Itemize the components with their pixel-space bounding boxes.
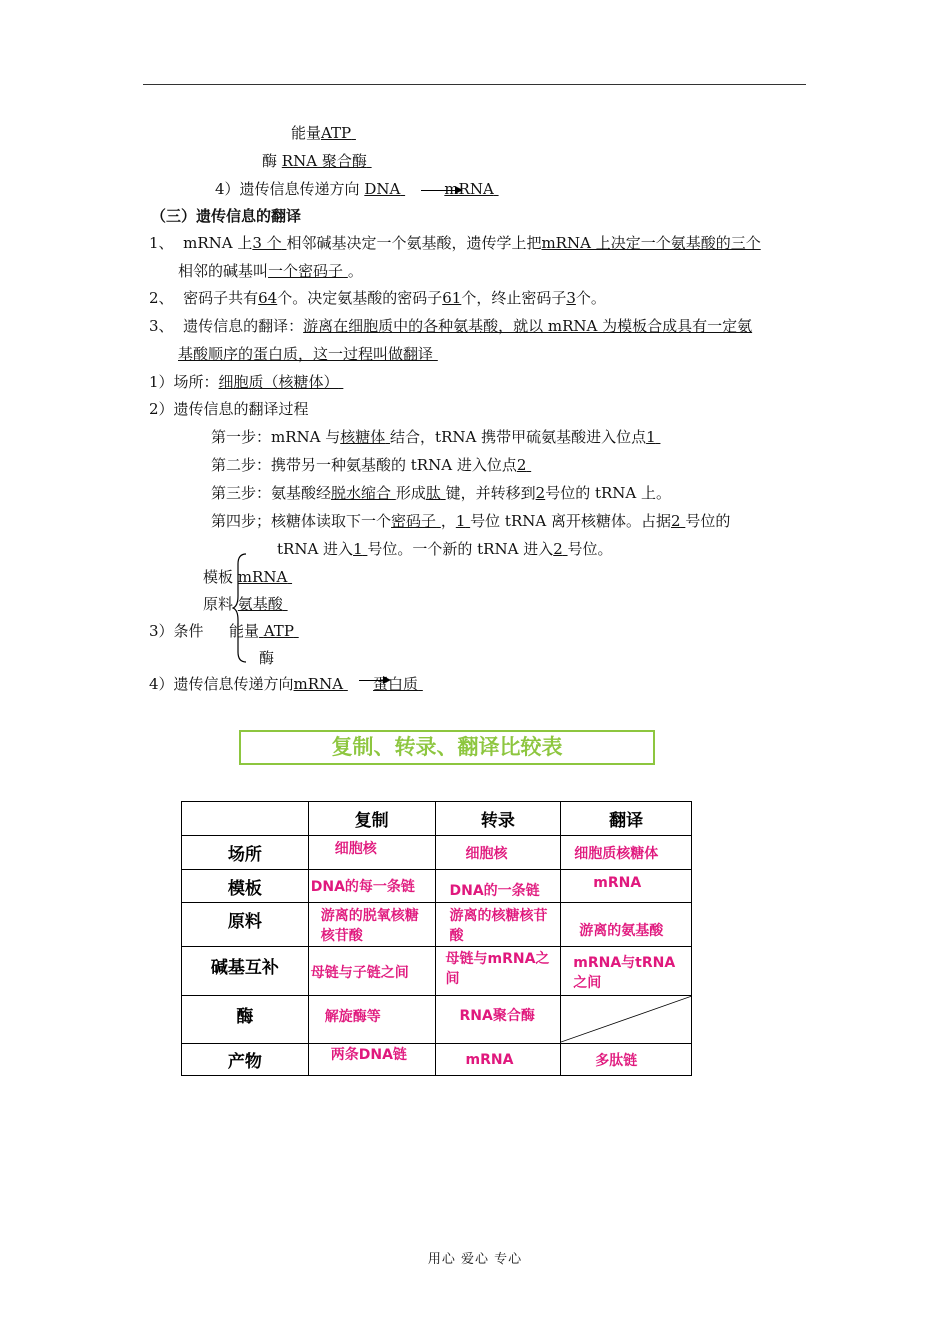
step-3: 第三步：氨基酸经脱水缩合 形成肽 键，并转移到2号位的 tRNA 上。 [211, 484, 672, 502]
item-3-line-2: 基酸顺序的蛋白质，这一过程叫做翻译 [178, 345, 434, 363]
direction-from: DNA [364, 180, 401, 198]
energy-label: 能量 [291, 124, 322, 142]
place-line: 1）场所：细胞质（核糖体） [149, 373, 339, 391]
table-row [182, 870, 692, 903]
table-row [182, 1044, 692, 1076]
process-label: 2）遗传信息的翻译过程 [149, 400, 309, 418]
row-label: 产物 [182, 1044, 309, 1076]
arrow-icon [359, 680, 389, 681]
table-cell: 游离的脱氧核糖核苷酸 [308, 903, 435, 947]
table-cell: DNA的每一条链 [308, 870, 435, 903]
material-line: 原料 氨基酸 [203, 595, 283, 613]
item-2: 2、 密码子共有64个。决定氨基酸的密码子61个，终止密码子3个。 [149, 289, 606, 307]
table-cell: 解旋酶等 [308, 996, 435, 1044]
item-1-line-1: 1、 mRNA 上3 个 相邻碱基决定一个氨基酸，遗传学上把mRNA 上决定一个氨基酸的三个 [149, 234, 761, 252]
enzyme-value: RNA 聚合酶 [281, 152, 367, 170]
table-cell-empty [561, 996, 692, 1044]
table-cell: 游离的核糖核苷酸 [435, 903, 561, 947]
header-transcription: 转录 [435, 802, 561, 836]
table-row [182, 836, 692, 870]
page-footer: 用心 爱心 专心 [427, 1252, 523, 1267]
header-replication: 复制 [308, 802, 435, 836]
table-cell: 游离的氨基酸 [561, 903, 692, 947]
table-cell: mRNA [561, 870, 692, 903]
condition-energy: 能量 ATP [229, 622, 294, 640]
table-title: 复制、转录、翻译比较表 [239, 730, 655, 765]
row-label: 模板 [182, 870, 309, 903]
table-cell: mRNA [435, 1044, 561, 1076]
table-cell: mRNA与tRNA之间 [561, 947, 692, 996]
enzyme-label: 酶 [262, 152, 278, 170]
table-row [182, 947, 692, 996]
header-empty [182, 802, 309, 836]
enzyme-line [262, 151, 372, 171]
header-translation: 翻译 [561, 802, 692, 836]
step-2: 第二步：携带另一种氨基酸的 tRNA 进入位点2 [211, 456, 527, 474]
condition-label: 3）条件 [149, 622, 204, 640]
table-cell: 细胞核 [435, 836, 561, 870]
table-row [182, 903, 692, 947]
comparison-table [181, 801, 692, 1076]
direction-line-2: 4）遗传信息传递方向mRNA 蛋白质 [149, 675, 419, 693]
table-cell: 多肽链 [561, 1044, 692, 1076]
table-cell: 母链与mRNA之间 [435, 947, 561, 996]
row-label: 碱基互补 [182, 947, 309, 996]
template-line: 模板 mRNA [203, 568, 288, 586]
table-cell: 细胞核 [308, 836, 435, 870]
row-label: 场所 [182, 836, 309, 870]
table-cell: 两条DNA链 [308, 1044, 435, 1076]
table-header-row [182, 802, 692, 836]
table-row [182, 996, 692, 1044]
direction-label: 4）遗传信息传递方向 [215, 180, 360, 198]
energy-value: ATP [321, 124, 352, 142]
table-cell: 细胞质核糖体 [561, 836, 692, 870]
table-cell: DNA的一条链 [435, 870, 561, 903]
section-heading: （三）遗传信息的翻译 [151, 207, 302, 225]
step-1: 第一步：mRNA 与核糖体 结合，tRNA 携带甲硫氨基酸进入位点1 [211, 428, 656, 446]
step-4-line-2: tRNA 进入1 号位。一个新的 tRNA 进入2 号位。 [277, 540, 613, 558]
step-4-line-1: 第四步；核糖体读取下一个密码子 ，1 号位 tRNA 离开核糖体。占据2 号位的 [211, 512, 731, 530]
arrow-icon [421, 190, 461, 191]
row-label: 酶 [182, 996, 309, 1044]
direction-to: mRNA [444, 180, 494, 198]
condition-enzyme: 酶 [259, 649, 275, 667]
table-cell: RNA聚合酶 [435, 996, 561, 1044]
energy-line [291, 123, 356, 143]
table-cell: 母链与子链之间 [308, 947, 435, 996]
row-label: 原料 [182, 903, 309, 947]
header-rule [143, 84, 806, 85]
item-1-line-2: 相邻的碱基叫一个密码子 。 [178, 262, 363, 280]
diagonal-line [561, 996, 692, 1044]
item-3-line-1: 3、 遗传信息的翻译：游离在细胞质中的各种氨基酸，就以 mRNA 为模板合成具有一定氨 [149, 317, 753, 335]
